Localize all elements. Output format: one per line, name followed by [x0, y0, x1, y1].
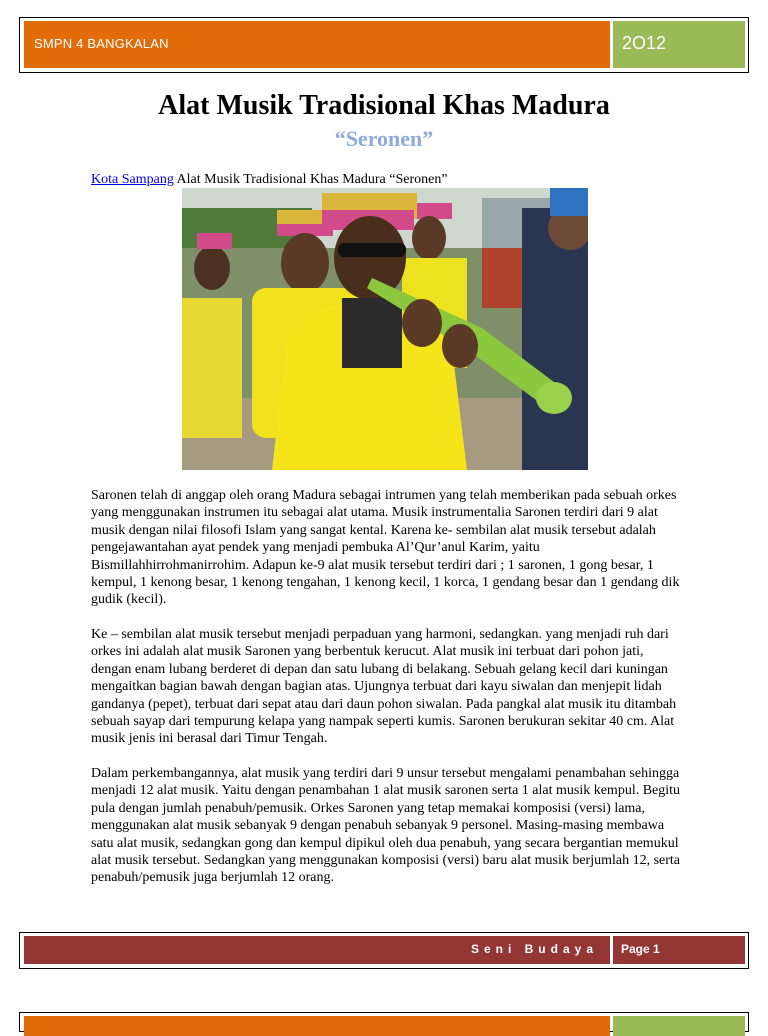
footer-subject-bar: [24, 936, 610, 964]
footer-subject: Seni Budaya: [470, 942, 598, 956]
footer-page-bar: [613, 936, 745, 964]
photo-illustration: [182, 188, 588, 470]
paragraph-2: Ke – sembilan alat musik tersebut menjadi perpaduan yang harmoni, sedangkan. yang menjadi ruh dari orkes ini adalah alat musik Saronen yang berbentuk kerucut. Alat musik ini terbuat dari pohon jati, dengan enam lubang berderet di depan dan satu lubang di belakang. Sebuah gelang kecil dari kuningan mengaitkan bagian bawah dengan bagian atas. Ujungnya terbuat dari kayu siwalan dan menjepit lidah gandanya (pepet), terbuat dari sepat atau dari daun pohon siwalan. Pada pangkal alat musik itu ditambah sebuah sayap dari tempurung kelapa yang nampak seperti kumis. Saronen berukuran sekitar 40 cm. Alat musik jenis ini berasal dari Timur Tengah.: [91, 627, 677, 747]
kota-sampang-link[interactable]: Kota Sampang: [91, 172, 174, 187]
header-school-bar: [24, 21, 610, 68]
intro-line: [91, 172, 448, 188]
header-year-bar: [613, 21, 745, 68]
next-page-orange-bar: [24, 1016, 610, 1036]
year-label: 2O12: [622, 33, 667, 53]
intro-text: Alat Musik Tradisional Khas Madura “Seronen”: [173, 172, 448, 187]
page-subtitle: “Seronen”: [334, 126, 434, 151]
paragraph-3: Dalam perkembangannya, alat musik yang terdiri dari 9 unsur tersebut mengalami penambahan sehingga menjadi 12 alat musik. Yaitu dengan penambahan 1 alat musik saronen serta 1 alat musik kempul. Begitu pula dengan jumlah penabuh/pemusik. Orkes Saronen yang tetap memakai komposisi (versi) lama, menggunakan alat musik sebanyak 9 dengan penabuh sebanyak 9 personel. Masing-masing membawa satu alat musik, sedangkan gong dan kempul dipikul oleh dua penabuh, yang secara bergantian memukul alat musik tersebut. Sedangkan yang menggunakan komposisi (versi) baru alat musik berjumlah 12, serta penabuh/pemusik juga berjumlah 12 orang.: [91, 766, 681, 886]
page-title: Alat Musik Tradisional Khas Madura: [158, 90, 610, 121]
seronen-photo: [182, 188, 588, 470]
page-number: Page 1: [621, 942, 660, 956]
school-name: SMPN 4 BANGKALAN: [34, 36, 169, 51]
paragraph-1: Saronen telah di anggap oleh orang Madura sebagai intrumen yang telah memberikan pada sebuah orkes yang menggunakan instrumen itu sebagai alat utama. Musik instrumentalia Saronen terdiri dari 9 alat musik dengan nilai filosofi Islam yang sangat kental. Karena ke- sembilan alat musik tersebut adalah pengejawantahan ayat pendek yang menjadi pembuka Al’Qur’anul Karim, yaitu Bismillahhirrohmanirrohim. Adapun ke-9 alat musik tersebut terdiri dari ; 1 saronen, 1 gong besar, 1 kempul, 1 kenong besar, 1 kenong tengahan, 1 kenong kecil, 1 korca, 1 gendang besar dan 1 gendang dik gudik (kecil).: [91, 488, 680, 608]
next-page-green-bar: [613, 1016, 745, 1036]
